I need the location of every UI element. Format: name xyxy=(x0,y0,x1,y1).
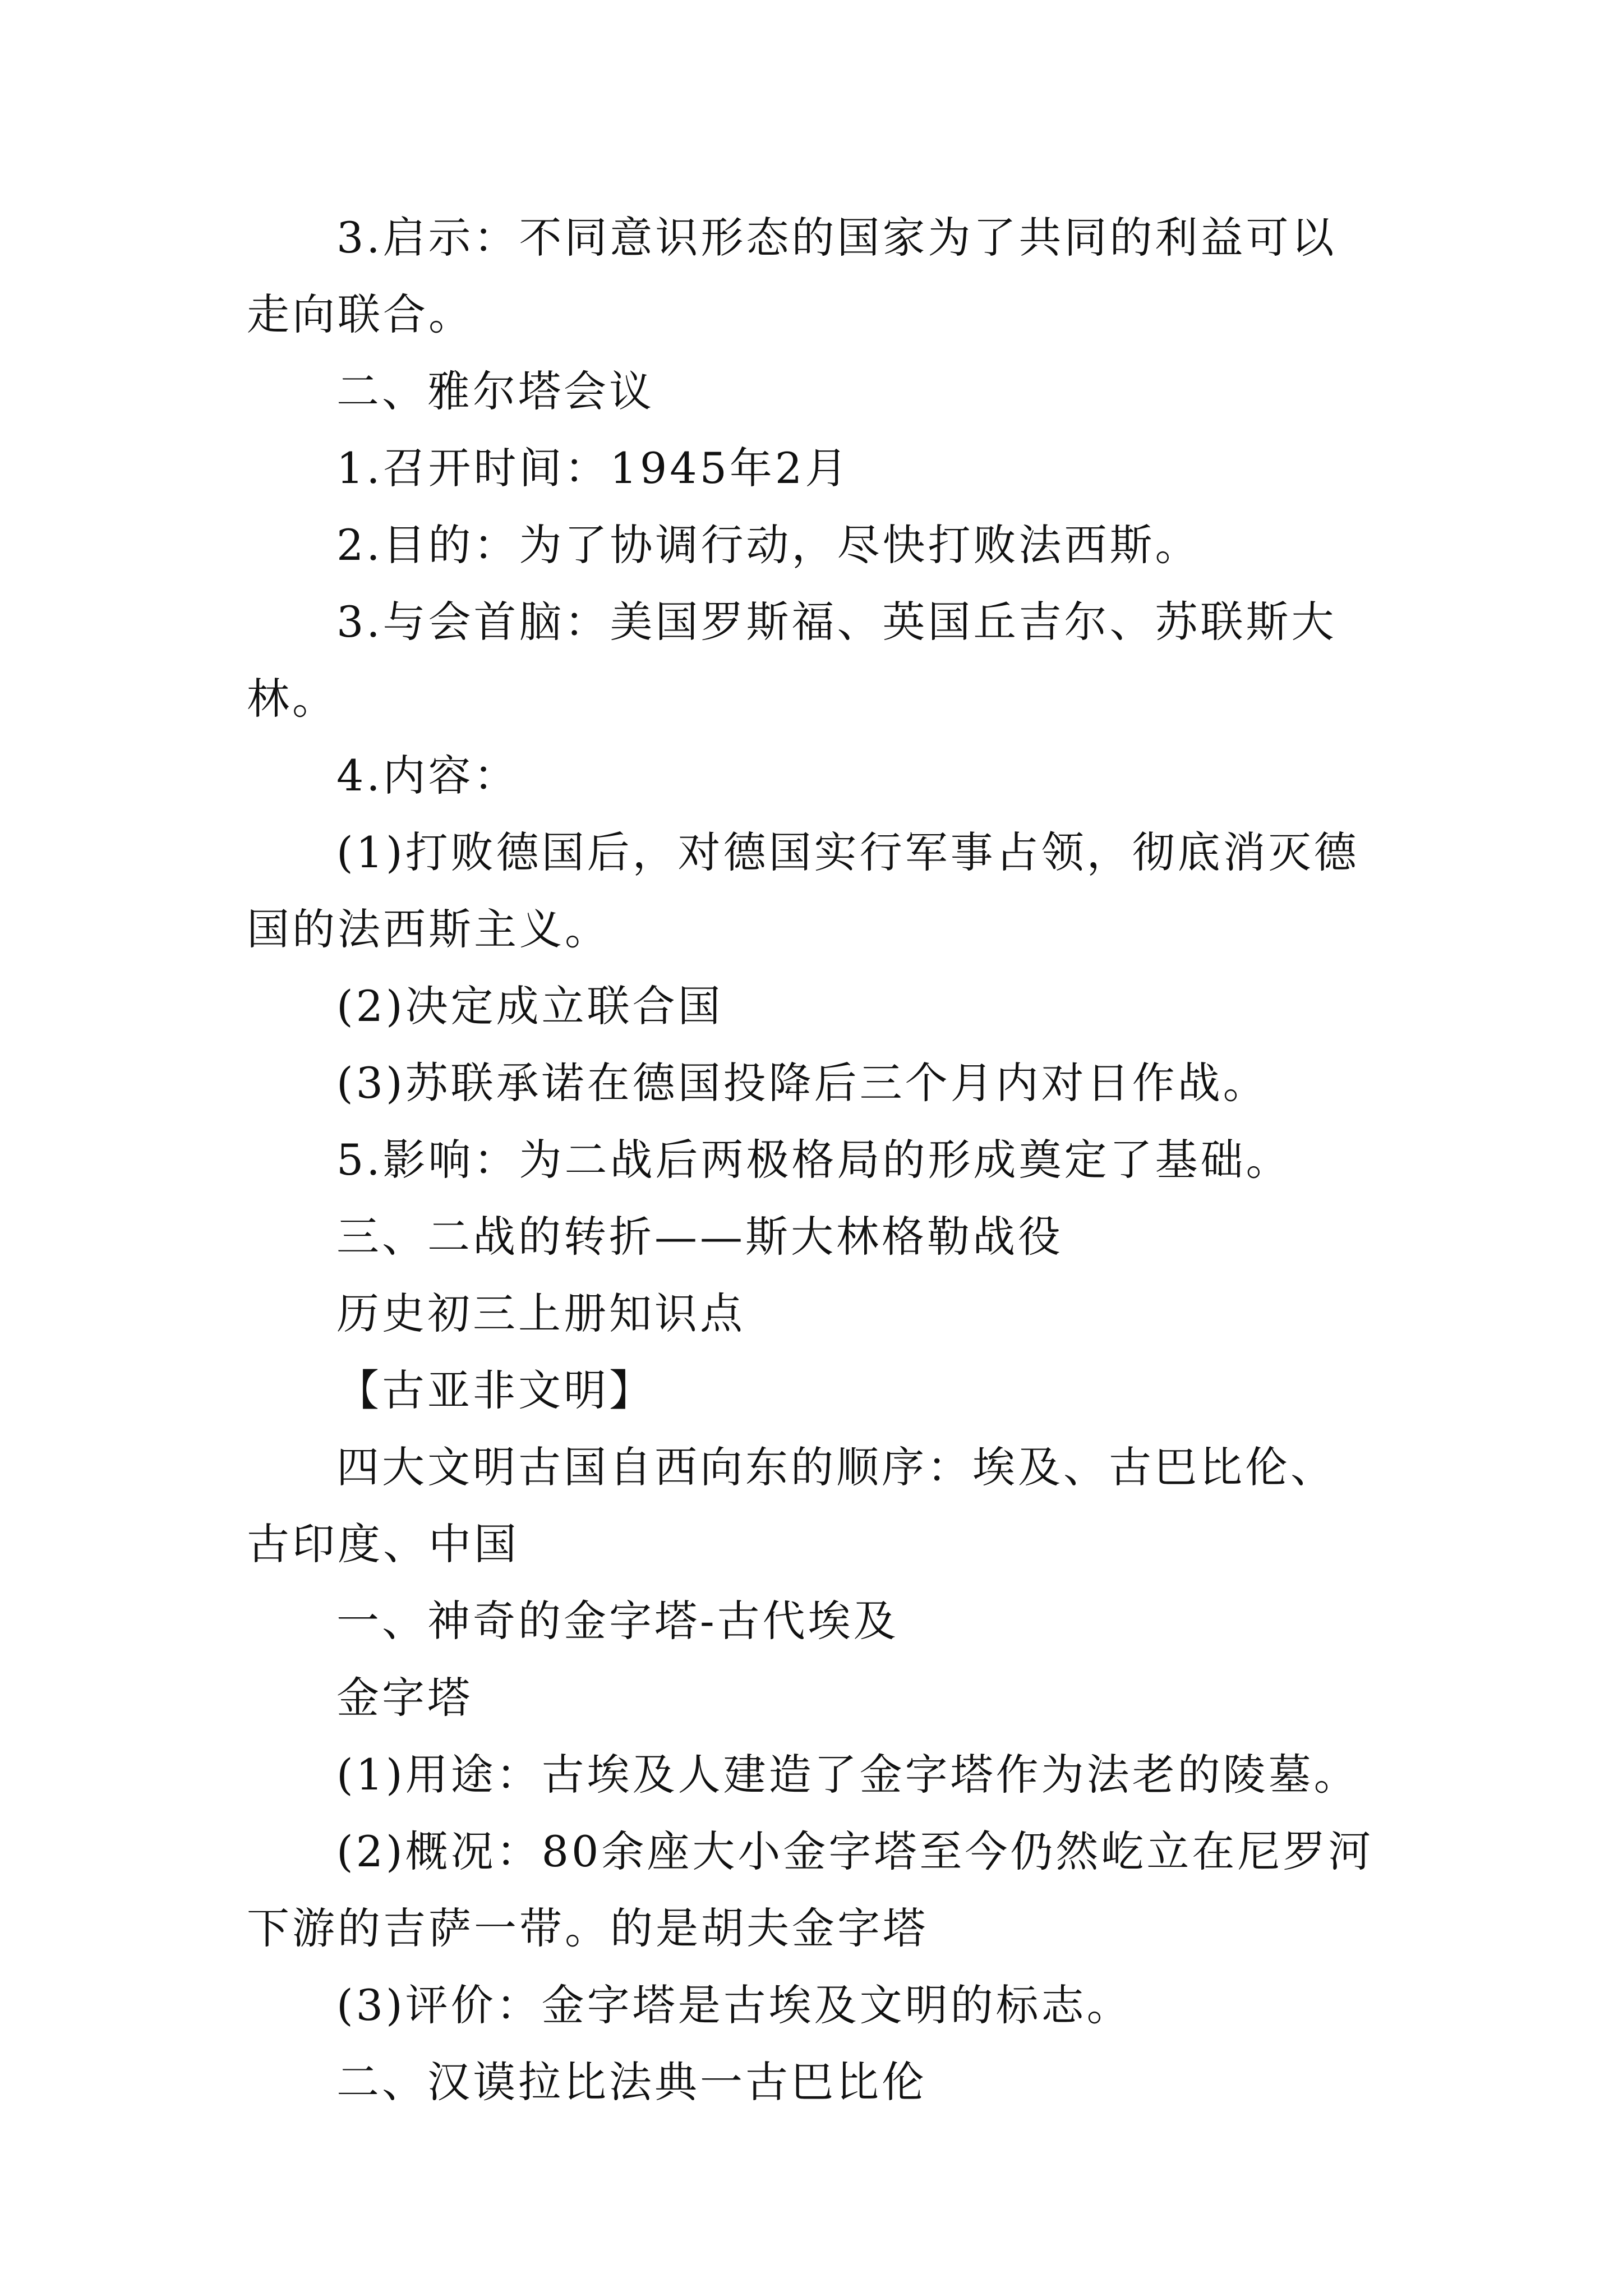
paragraph-four-civilizations: 四大文明古国自西向东的顺序：埃及、古巴比伦、古印度、中国 xyxy=(247,1442,1336,1569)
document-body xyxy=(247,199,1380,2120)
heading-ancient-civilizations: 【古亚非文明】 xyxy=(336,1365,654,1415)
paragraph-enlightenment: 3.启示：不同意识形态的国家为了共同的利益可以走向联合。 xyxy=(247,213,1337,339)
paragraph-meeting-time: 1.召开时间：1945年2月 xyxy=(336,443,851,493)
paragraph-leaders: 3.与会首脑：美国罗斯福、英国丘吉尔、苏联斯大林。 xyxy=(247,597,1337,724)
paragraph-content-label: 4.内容： xyxy=(336,751,519,800)
paragraph-content-item-2: (2)决定成立联合国 xyxy=(336,981,723,1031)
paragraph-pyramid-label: 金字塔 xyxy=(336,1673,473,1723)
heading-stalingrad: 三、二战的转折——斯大林格勒战役 xyxy=(336,1212,1063,1262)
heading-yalta-conference: 二、雅尔塔会议 xyxy=(336,366,654,416)
paragraph-pyramid-evaluation: (3)评价：金字塔是古埃及文明的标志。 xyxy=(336,1980,1132,2030)
paragraph-impact: 5.影响：为二战后两极格局的形成奠定了基础。 xyxy=(336,1135,1292,1185)
paragraph-content-item-3: (3)苏联承诺在德国投降后三个月内对日作战。 xyxy=(336,1058,1269,1108)
paragraph-purpose: 2.目的：为了协调行动，尽快打败法西斯。 xyxy=(336,520,1201,570)
heading-pyramids: 一、神奇的金字塔-古代埃及 xyxy=(336,1596,899,1646)
heading-hammurabi-code: 二、汉谟拉比法典一古巴比伦 xyxy=(336,2057,927,2107)
paragraph-content-item-1: (1)打败德国后，对德国实行军事占领，彻底消灭德国的法西斯主义。 xyxy=(247,827,1359,954)
paragraph-pyramid-use: (1)用途：古埃及人建造了金字塔作为法老的陵墓。 xyxy=(336,1750,1359,1800)
paragraph-pyramid-overview: (2)概况：80余座大小金字塔至今仍然屹立在尼罗河下游的吉萨一带。的是胡夫金字塔 xyxy=(247,1826,1374,1953)
heading-history-grade-three: 历史初三上册知识点 xyxy=(336,1289,745,1338)
